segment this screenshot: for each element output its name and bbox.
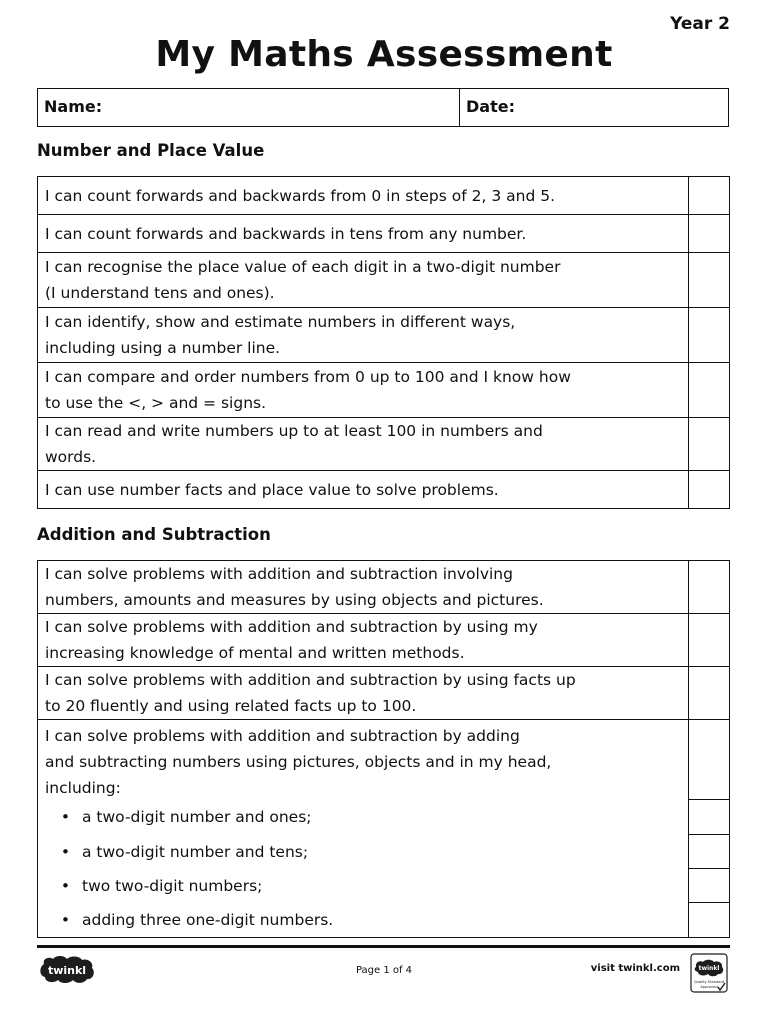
statement-text: I can solve problems with addition and subtraction by using my increasing knowledge of mental and written methods.	[38, 614, 689, 667]
tick-box[interactable]	[689, 869, 729, 903]
visit-link[interactable]: visit twinkl.com	[590, 963, 680, 974]
date-field[interactable]: Date:	[466, 97, 515, 116]
year-label: Year 2	[670, 14, 730, 34]
statement-text: I can solve problems with addition and subtraction by using facts up to 20 fluently and using related facts up to 100.	[38, 667, 689, 720]
tick-box[interactable]	[689, 253, 730, 308]
list-item: • a two-digit number and tens;	[60, 843, 309, 861]
badge-text-2: Approved	[700, 985, 718, 989]
table-row	[38, 418, 730, 471]
table-row	[38, 253, 730, 308]
statement-text: I can recognise the place value of each digit in a two-digit number (I understand tens and ones).	[38, 253, 689, 308]
name-field[interactable]: Name:	[38, 89, 460, 126]
statement-text: I can compare and order numbers from 0 up to 100 and I know how to use the <, > and = signs.	[38, 363, 689, 418]
table-row	[38, 471, 730, 509]
addition-subtraction-table	[37, 560, 730, 938]
badge-text-1: Quality Standard	[693, 980, 725, 984]
tick-box[interactable]	[689, 177, 730, 215]
tick-box[interactable]	[689, 418, 730, 471]
statement-text: I can solve problems with addition and subtraction by adding and subtracting numbers using pictures, objects and in my head, including: • a two-digit number and ones; • a two-digit number and tens; • two two-digit numbers; • adding three one-digit numbers.	[38, 720, 689, 938]
tick-box[interactable]	[689, 614, 730, 667]
list-item: • two two-digit numbers;	[60, 877, 263, 895]
statement-text: I can use number facts and place value to solve problems.	[38, 471, 689, 509]
statement-text: I can solve problems with addition and subtraction involving numbers, amounts and measures by using objects and pictures.	[38, 561, 689, 614]
table-row	[38, 561, 730, 614]
table-row	[38, 363, 730, 418]
list-item: • adding three one-digit numbers.	[60, 911, 334, 929]
footer-divider	[37, 945, 730, 948]
tick-box-column	[689, 720, 730, 938]
badge-logo-text: twinkl	[698, 965, 720, 972]
table-row	[38, 308, 730, 363]
tick-box[interactable]	[689, 835, 729, 869]
page-number: Page 1 of 4	[355, 965, 413, 976]
tick-box[interactable]	[689, 308, 730, 363]
tick-box[interactable]	[689, 561, 730, 614]
twinkl-logo-text: twinkl	[47, 964, 87, 977]
table-row	[38, 177, 730, 215]
tick-box[interactable]	[689, 471, 730, 509]
tick-box[interactable]	[689, 903, 729, 937]
statement-text: I can count forwards and backwards from 0 in steps of 2, 3 and 5.	[38, 177, 689, 215]
tick-box[interactable]	[689, 800, 729, 835]
tick-box[interactable]	[689, 215, 730, 253]
table-row	[38, 720, 730, 938]
number-place-value-table	[37, 176, 730, 509]
name-date-box	[37, 88, 729, 127]
tick-box-spacer	[689, 720, 729, 800]
section-heading-addition: Addition and Subtraction	[37, 525, 271, 544]
table-row	[38, 215, 730, 253]
quality-badge	[690, 953, 728, 993]
statement-text: I can read and write numbers up to at least 100 in numbers and words.	[38, 418, 689, 471]
statement-text: I can identify, show and estimate numbers in different ways, including using a number line.	[38, 308, 689, 363]
page-title: My Maths Assessment	[155, 34, 613, 75]
tick-box[interactable]	[689, 363, 730, 418]
statement-text: I can count forwards and backwards in tens from any number.	[38, 215, 689, 253]
tick-box[interactable]	[689, 667, 730, 720]
list-item: • a two-digit number and ones;	[60, 808, 312, 826]
table-row	[38, 614, 730, 667]
table-row	[38, 667, 730, 720]
section-heading-number: Number and Place Value	[37, 141, 265, 160]
